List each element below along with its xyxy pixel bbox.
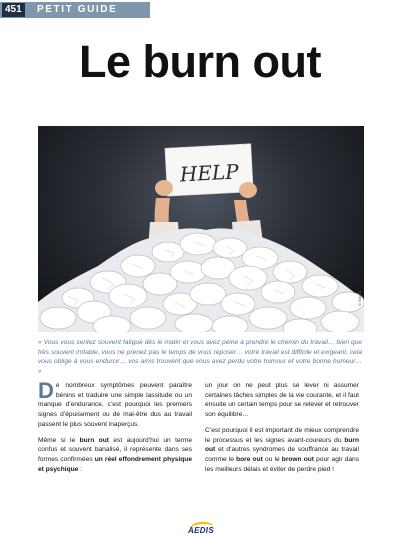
- paragraph-3-text-d: pour agir dans les meilleurs délais et éviter de perdre pied !: [205, 455, 359, 473]
- body-column-left: [38, 378, 192, 480]
- paragraph-3-bold-3: brown out: [281, 455, 314, 463]
- paragraph-3: [205, 426, 359, 475]
- page-title: Le burn out: [79, 36, 321, 87]
- paragraph-3-bold-2: bore out: [236, 455, 263, 463]
- logo-text: AEDIS: [188, 526, 214, 535]
- series-banner: [0, 2, 150, 18]
- paragraph-2: [38, 436, 192, 475]
- paragraph-2-continued: [205, 381, 359, 420]
- intro-quote: « Vous vous sentez souvent fatigué dès le matin et vous avez peine à prendre le chemin du travail… bien que très souvent irritable, vous ne prenez pas le temps de vous reposer… votre travail est difficile et exigeant, cela vous oblige à vous endurcir… vos amis trouvent que vous avez perdu votre humour et votre bonne humeur… »: [38, 339, 362, 375]
- series-name: PETIT GUIDE: [37, 4, 118, 15]
- paragraph-2-bold-2: un réel effondrement physique et psychique: [38, 455, 192, 473]
- paragraph-2-text-c: :: [78, 465, 82, 473]
- cover-photo: [38, 126, 364, 332]
- body-column-right: [205, 381, 359, 480]
- drop-cap: D: [38, 378, 54, 403]
- guide-number: 451: [2, 3, 25, 17]
- paragraph-3-bold-1: burn out: [205, 436, 359, 454]
- paragraph-2-text-b: est aujourd’hui un terme confus et souvent banalisé, il représente dans ses formes confirmées: [38, 436, 192, 463]
- paragraph-2-bold-1: burn out: [79, 436, 109, 444]
- paragraph-2-text-c-continued: un jour on ne peut plus se lever ni assumer certaines tâches simples de la vie courante, et il faut ensuite un certain temps pour se relever et retrouver son équilibre…: [205, 382, 359, 419]
- paragraph-1: [38, 378, 192, 430]
- paragraph-3-text-c: ou le: [262, 455, 282, 463]
- paragraph-1-text: e nombreux symptômes peuvent paraître bénins et traduire une simple lassitude ou un manque d’endurance, c’est pourquoi les premiers signes d’épuisement ou de mal-être dus au travail passent le plus souvent inaperçus.: [38, 382, 192, 428]
- paragraph-3-text-b: et d’autres syndromes de souffrance au travail comme le: [205, 446, 359, 463]
- paper-pile-illustration: [38, 126, 364, 332]
- publisher-logo: [185, 520, 217, 542]
- help-sign-text: HELP: [179, 159, 240, 187]
- photo-credit: © iStock: [357, 291, 362, 306]
- paragraph-3-text-a: C’est pourquoi il est important de mieux comprendre le processus et les signes avant-coureurs du: [205, 426, 359, 444]
- paragraph-2-text-a: Même si le: [38, 436, 80, 444]
